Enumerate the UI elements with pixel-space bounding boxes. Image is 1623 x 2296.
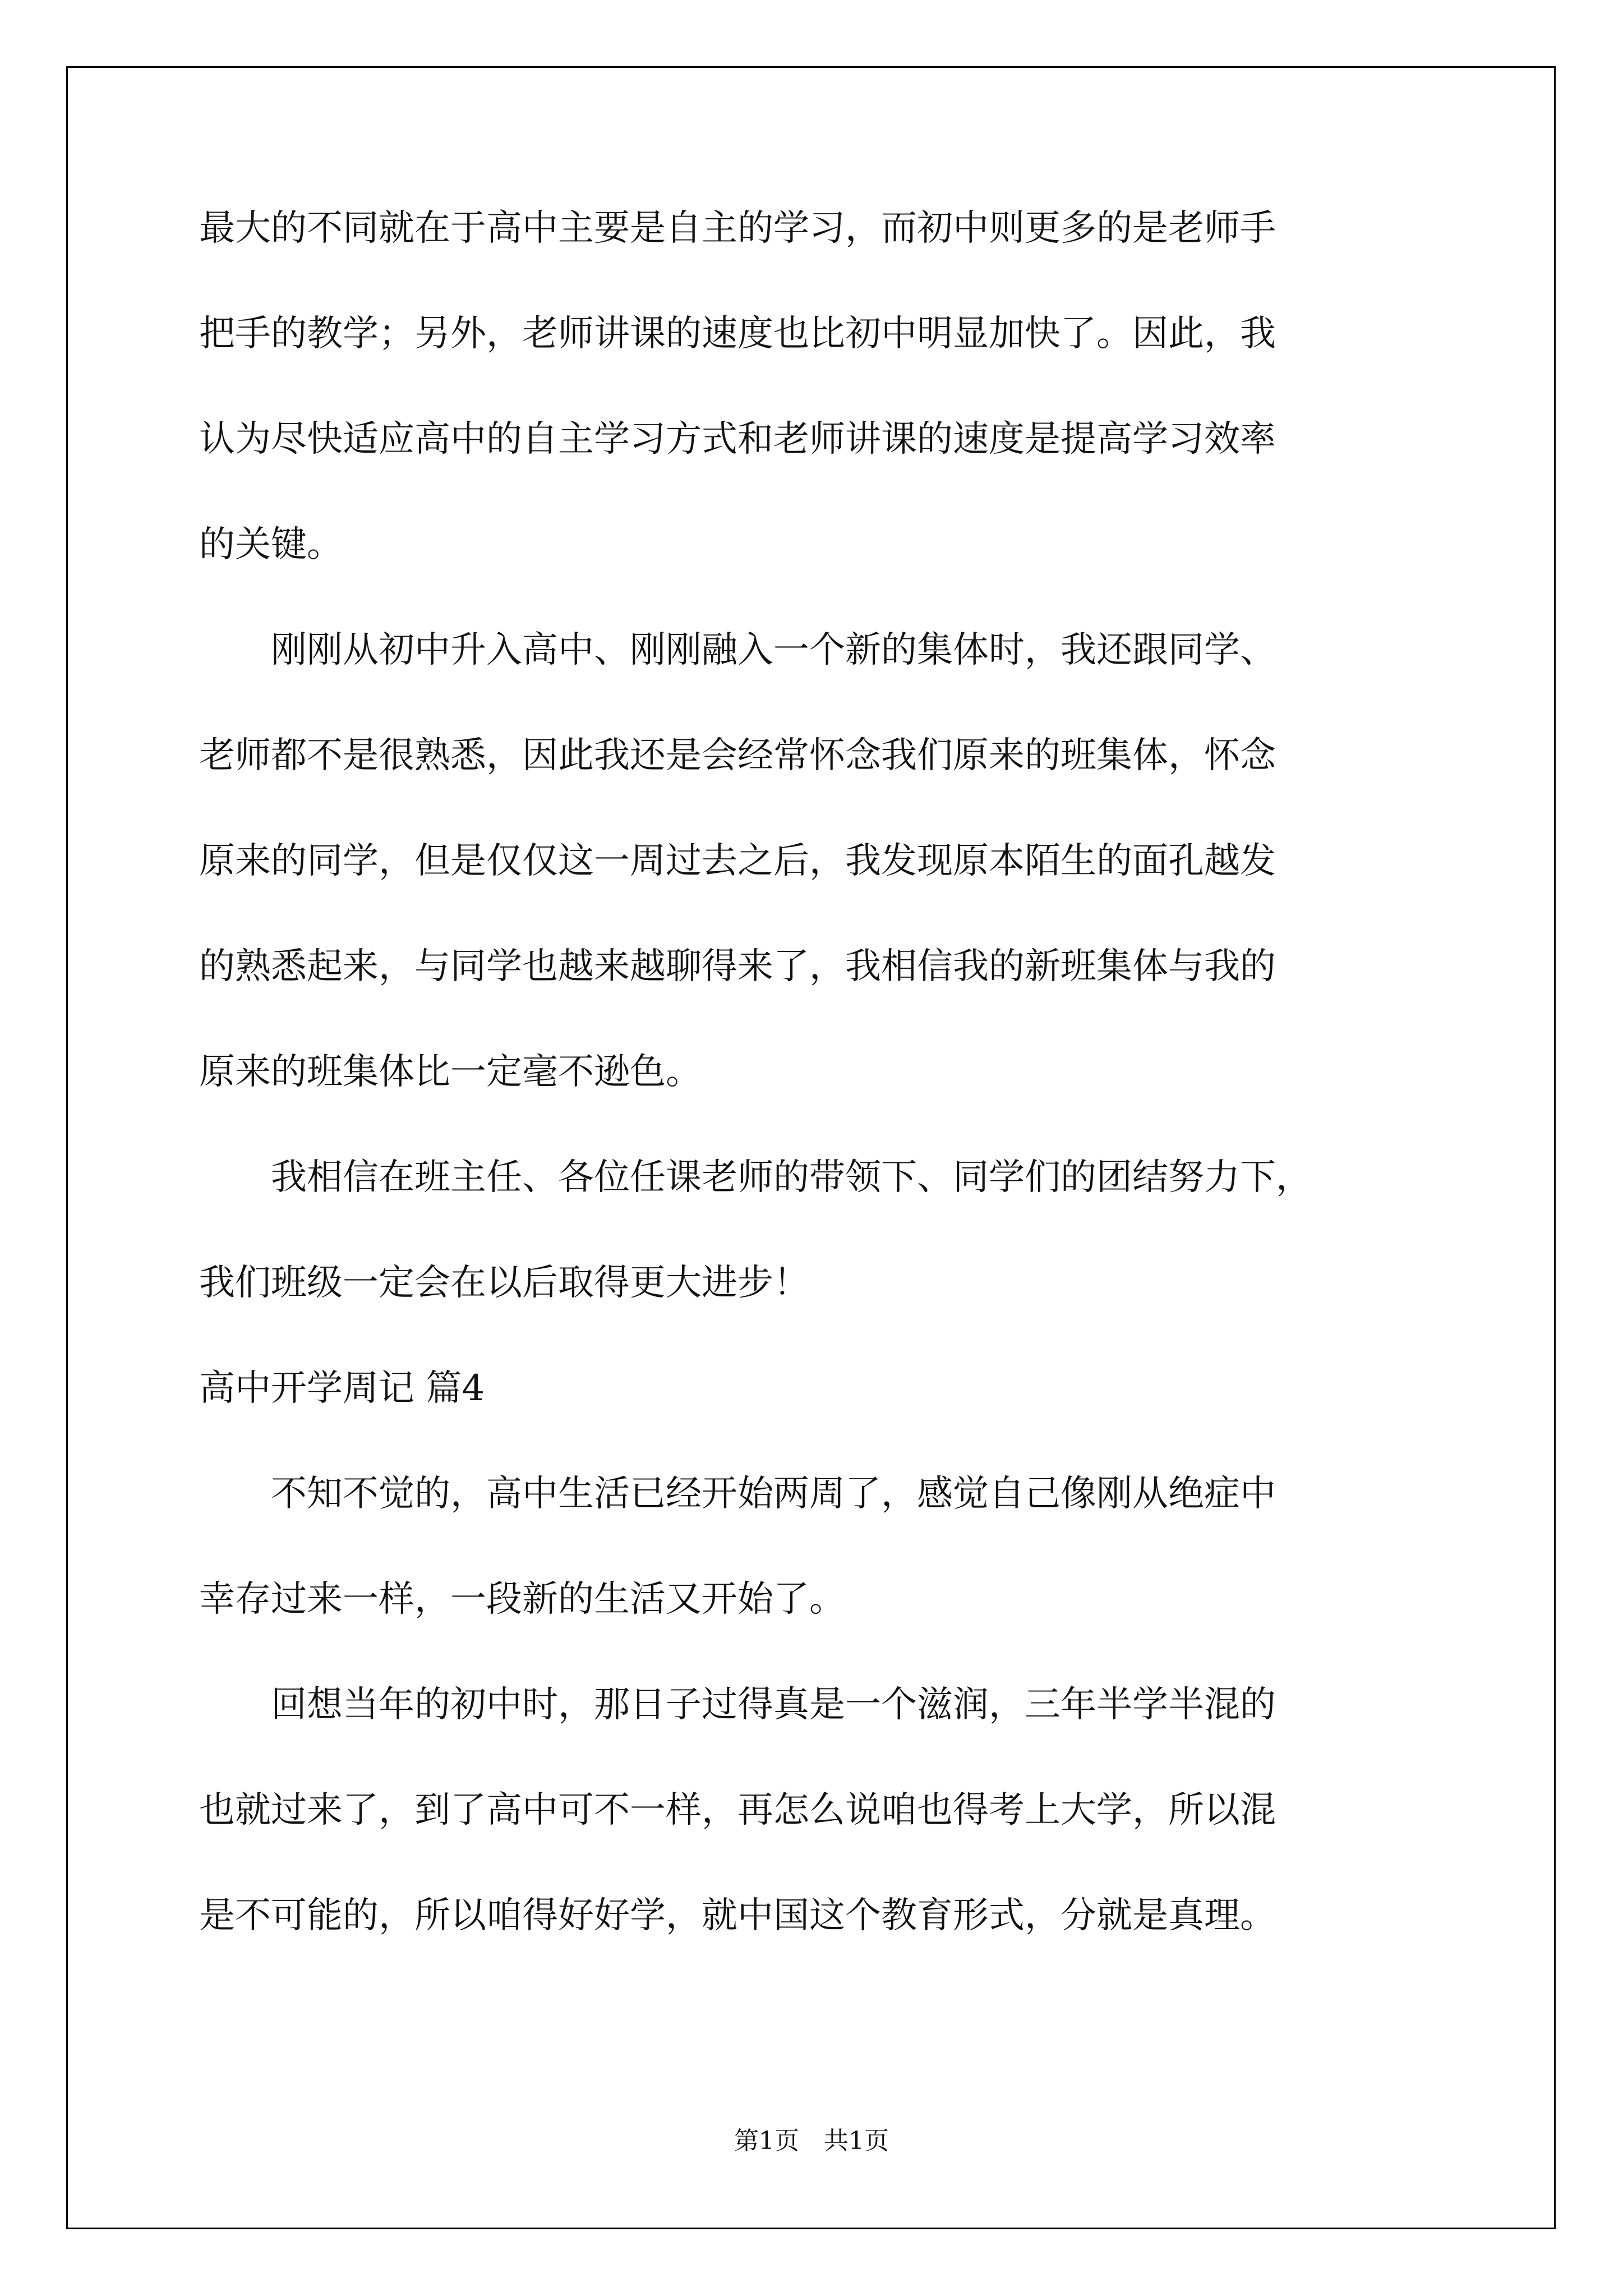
section-heading: 高中开学周记 篇4: [199, 1368, 485, 1409]
page-footer: 第1页 共1页: [734, 2127, 889, 2155]
body-line: 是不可能的，所以咱得好好学，就中国这个教育形式，分就是真理。: [199, 1895, 1276, 1936]
body-line: 的关键。: [199, 524, 343, 565]
body-line: 最大的不同就在于高中主要是自主的学习，而初中则更多的是老师手: [199, 208, 1276, 249]
body-line: 不知不觉的，高中生活已经开始两周了，感觉自己像刚从绝症中: [199, 1473, 1276, 1515]
body-line: 原来的同学，但是仅仅这一周过去之后，我发现原本陌生的面孔越发: [199, 840, 1276, 882]
body-line: 的熟悉起来，与同学也越来越聊得来了，我相信我的新班集体与我的: [199, 946, 1276, 987]
body-line: 幸存过来一样，一段新的生活又开始了。: [199, 1579, 845, 1620]
body-line: 老师都不是很熟悉，因此我还是会经常怀念我们原来的班集体，怀念: [199, 735, 1276, 776]
body-line: 把手的教学；另外，老师讲课的速度也比初中明显加快了。因此，我: [199, 313, 1276, 355]
body-line: 我相信在班主任、各位任课老师的带领下、同学们的团结努力下，: [199, 1157, 1312, 1198]
body-line: 也就过来了，到了高中可不一样，再怎么说咱也得考上大学，所以混: [199, 1789, 1276, 1831]
body-line: 认为尽快适应高中的自主学习方式和老师讲课的速度是提高学习效率: [199, 418, 1276, 460]
body-line: 我们班级一定会在以后取得更大进步！: [199, 1262, 809, 1304]
body-line: 回想当年的初中时，那日子过得真是一个滋润，三年半学半混的: [199, 1684, 1276, 1726]
body-line: 原来的班集体比一定毫不逊色。: [199, 1051, 702, 1093]
document-body: [199, 210, 1433, 1934]
body-line: 刚刚从初中升入高中、刚刚融入一个新的集体时，我还跟同学、: [199, 629, 1276, 671]
